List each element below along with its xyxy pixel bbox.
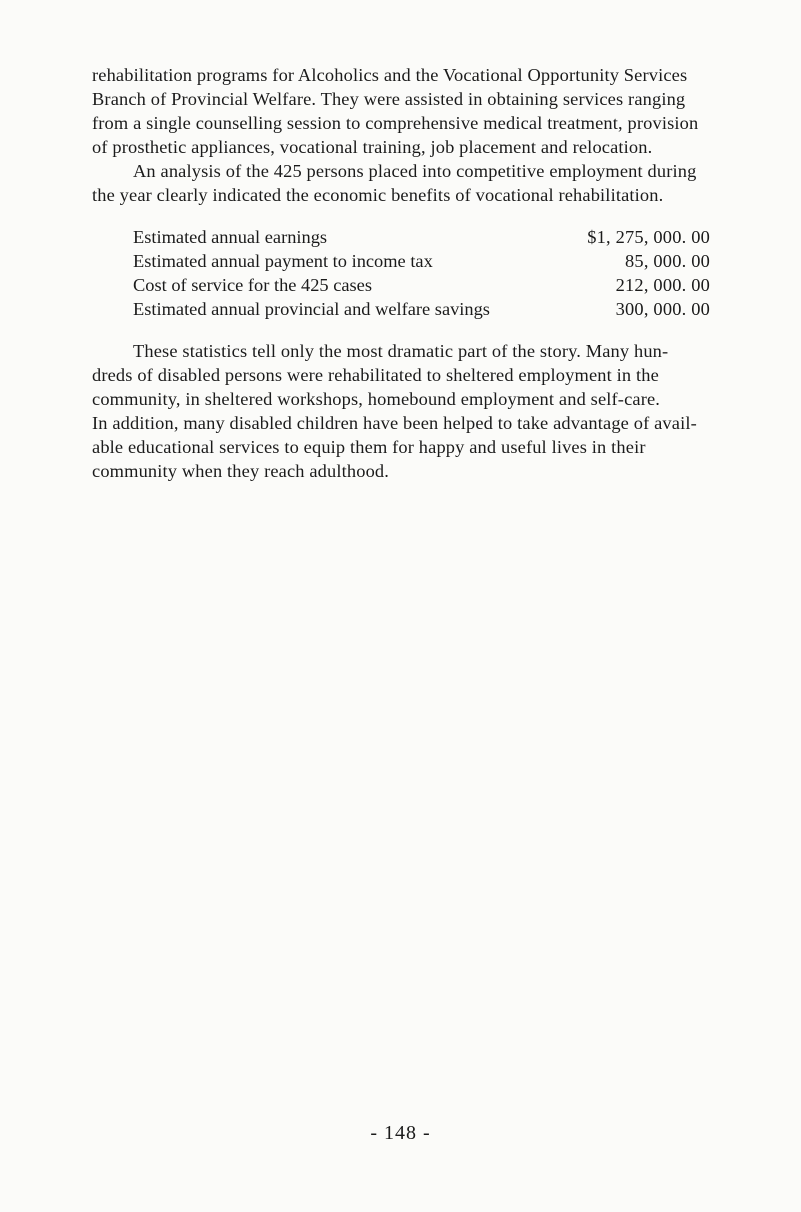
paragraph-3-line-5: able educational services to equip them for happy and useful lives in their: [92, 437, 646, 457]
statistic-label: Estimated annual earnings: [133, 227, 328, 247]
statistic-value: 212, 000. 00: [615, 275, 710, 295]
statistic-label: Cost of service for the 425 cases: [133, 275, 373, 295]
statistic-value: $1, 275, 000. 00: [587, 227, 710, 247]
statistics-row: [133, 273, 710, 297]
statistics-row: [133, 225, 710, 249]
paragraph-3-line-4: In addition, many disabled children have been helped to take advantage of avail-: [92, 413, 697, 433]
statistics-row: [133, 297, 710, 321]
paragraph-1-line-1: rehabilitation programs for Alcoholics and the Vocational Opportunity Services: [92, 65, 688, 85]
paragraph-2-line-1: An analysis of the 425 persons placed into competitive employment during: [133, 161, 697, 181]
page-number: - 148 -: [370, 1122, 431, 1144]
paragraph-2-line-2: the year clearly indicated the economic benefits of vocational rehabilitation.: [92, 185, 664, 205]
statistic-value: 300, 000. 00: [615, 299, 710, 319]
paragraph-3-line-1: These statistics tell only the most dramatic part of the story. Many hun-: [133, 341, 669, 361]
statistic-label: Estimated annual payment to income tax: [133, 251, 433, 271]
statistics-row: [133, 249, 710, 273]
paragraph-3-line-2: dreds of disabled persons were rehabilitated to sheltered employment in the: [92, 365, 659, 385]
statistic-value: 85, 000. 00: [625, 251, 710, 271]
paragraph-3-line-3: community, in sheltered workshops, homebound employment and self-care.: [92, 389, 661, 409]
paragraph-1-line-2: Branch of Provincial Welfare. They were assisted in obtaining services ranging: [92, 89, 686, 109]
paragraph-1-line-3: from a single counselling session to comprehensive medical treatment, provision: [92, 113, 699, 133]
statistic-label: Estimated annual provincial and welfare savings: [133, 299, 490, 319]
paragraph-3-line-6: community when they reach adulthood.: [92, 461, 390, 481]
paragraph-1-line-4: of prosthetic appliances, vocational training, job placement and relocation.: [92, 137, 653, 157]
